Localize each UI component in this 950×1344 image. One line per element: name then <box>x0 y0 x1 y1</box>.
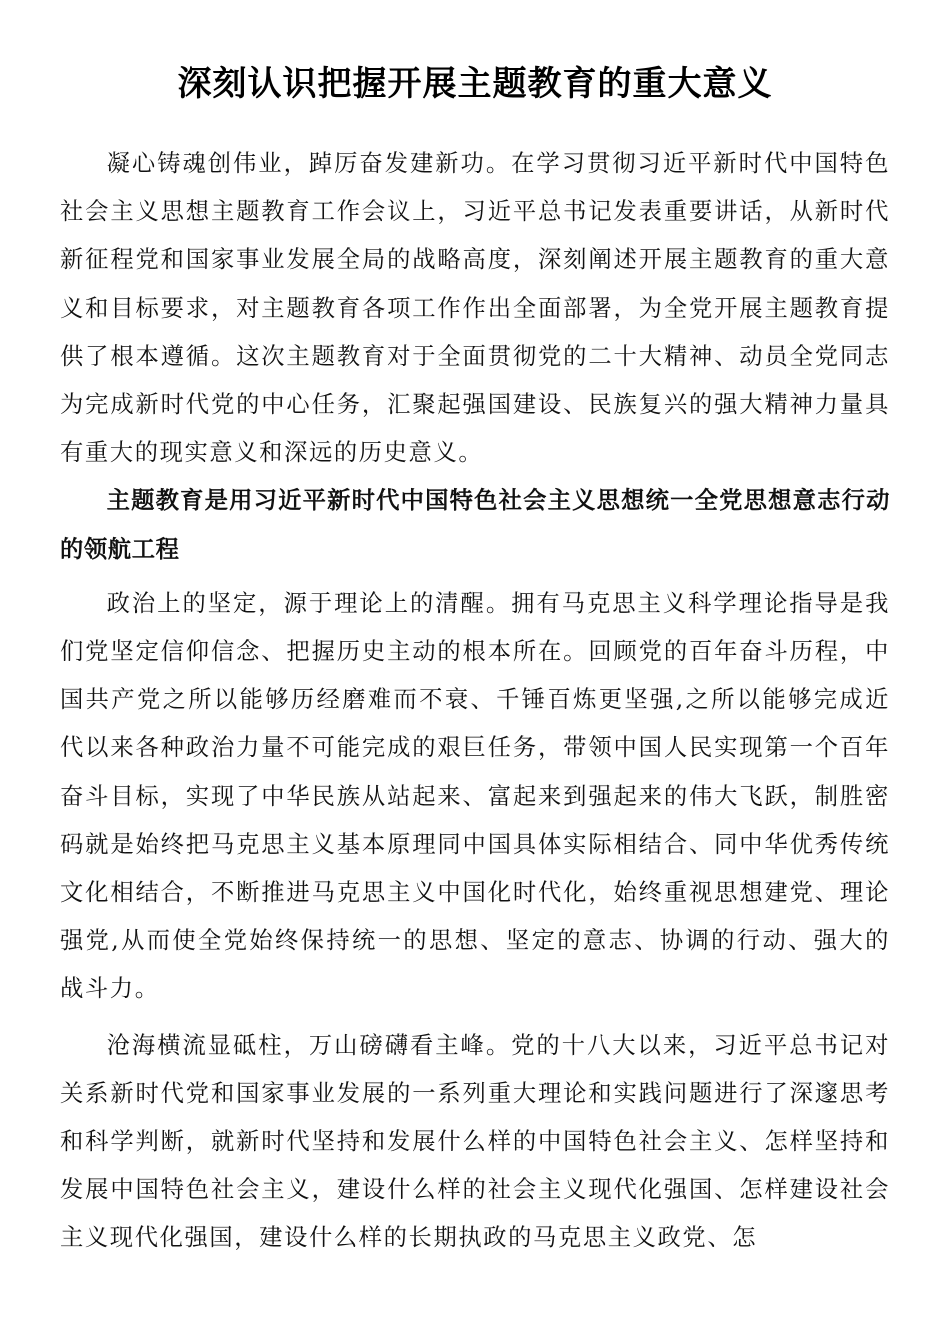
section-heading: 主题教育是用习近平新时代中国特色社会主义思想统一全党思想意志行动的领航工程 <box>60 487 890 563</box>
document-title: 深刻认识把握开展主题教育的重大意义 <box>177 64 773 104</box>
document-body <box>60 140 890 1263</box>
paragraph-intro: 凝心铸魂创伟业，踔厉奋发建新功。在学习贯彻习近平新时代中国特色社会主义思想主题教育工作会议上，习近平总书记发表重要讲话，从新时代新征程党和国家事业发展全局的战略高度，深刻阐述开展主题教育的重大意义和目标要求，对主题教育各项工作作出全面部署，为全党开展主题教育提供了根本遵循。这次主题教育对于全面贯彻党的二十大精神、动员全党同志为完成新时代党的中心任务，汇聚起强国建设、民族复兴的强大精神力量具有重大的现实意义和深远的历史意义。 <box>60 150 890 467</box>
paragraph-since-18th-congress: 沧海横流显砥柱，万山磅礴看主峰。党的十八大以来，习近平总书记对关系新时代党和国家事业发展的一系列重大理论和实践问题进行了深邃思考和科学判断，就新时代坚持和发展什么样的中国特色社会主义、怎样坚持和发展中国特色社会主义，建设什么样的社会主义现代化强国、怎样建设社会主义现代化强国，建设什么样的长期执政的马克思主义政党、怎 <box>60 1031 890 1252</box>
paragraph-theory: 政治上的坚定，源于理论上的清醒。拥有马克思主义科学理论指导是我们党坚定信仰信念、把握历史主动的根本所在。回顾党的百年奋斗历程，中国共产党之所以能够历经磨难而不衰、千锤百炼更坚强,之所以能够完成近代以来各种政治力量不可能完成的艰巨任务，带领中国人民实现第一个百年奋斗目标，实现了中华民族从站起来、富起来到强起来的伟大飞跃，制胜密码就是始终把马克思主义基本原理同中国具体实际相结合、同中华优秀传统文化相结合，不断推进马克思主义中国化时代化，始终重视思想建党、理论强党,从而使全党始终保持统一的思想、坚定的意志、协调的行动、强大的战斗力。 <box>60 589 890 1003</box>
